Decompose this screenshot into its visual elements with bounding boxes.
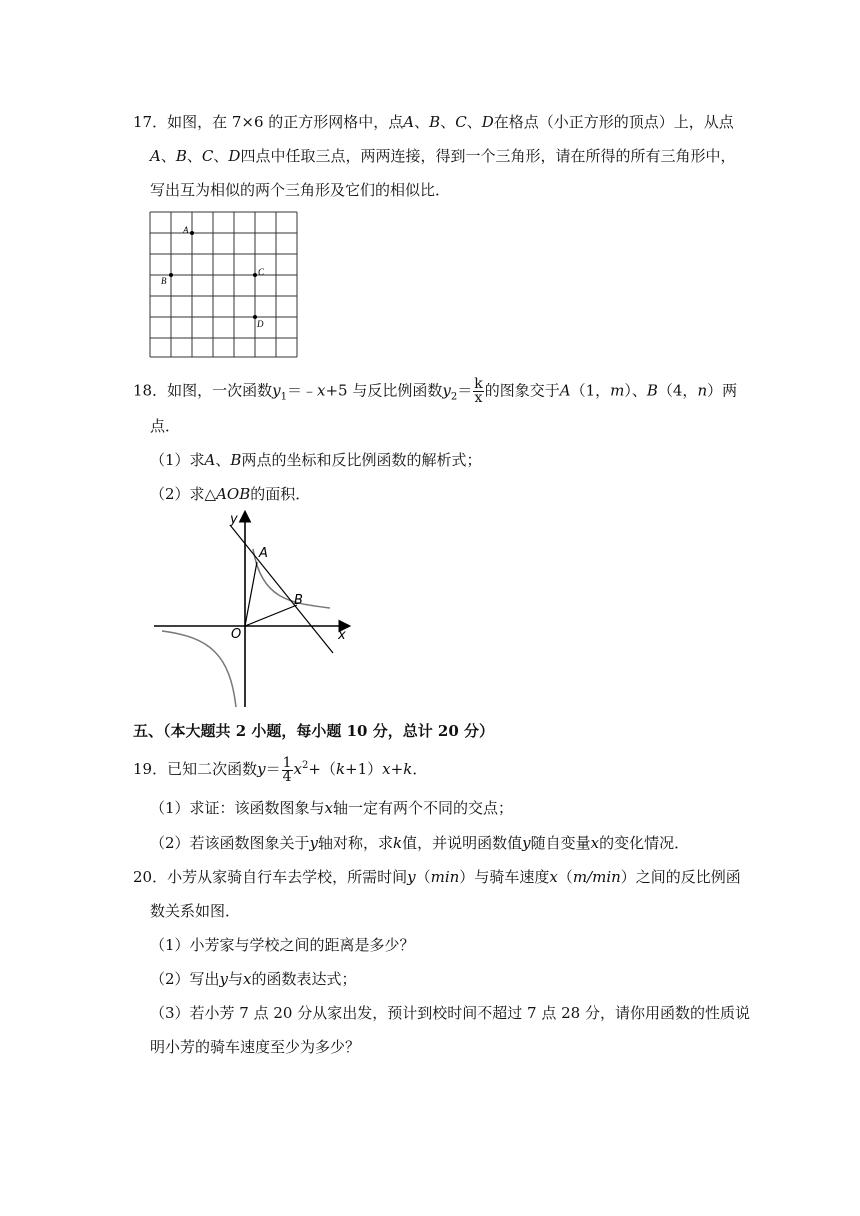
grid-label-b: B (161, 276, 167, 286)
q20-line-1: 20．小芳从家骑自行车去学校，所需时间y（min）与骑车速度x（m/min）之间的反比例函 (133, 868, 741, 886)
fraction-k-over-x: $\frac{k}{x}$ (474, 376, 483, 406)
q17-line-1: 17．如图，在 7×6 的正方形网格中，点A、B、C、D在格点（小正方形的顶点）上，从点 (133, 113, 734, 131)
q20-sub-3-cont: 明小芳的骑车速度至少为多少？ (150, 1038, 361, 1056)
segment-oa (245, 562, 257, 626)
grid-figure (145, 207, 305, 362)
q17-number: 17． (133, 113, 168, 131)
q19-sub-2: （2）若该函数图象关于y轴对称，求k值，并说明函数值y随自变量x的变化情况． (150, 834, 690, 852)
grid-label-d: D (257, 319, 264, 329)
q18-sub-1: （1）求A、B两点的坐标和反比例函数的解析式； (150, 451, 482, 469)
grid-point-b (169, 273, 173, 277)
graph-label-a: A (259, 546, 268, 561)
grid-point-c (253, 273, 257, 277)
q20-sub-3: （3）若小芳 7 点 20 分从家出发，预计到校时间不超过 7 点 28 分，请你用函数的性质说 (150, 1004, 750, 1022)
function-graph (150, 505, 360, 710)
q18-line-2: 点． (150, 417, 181, 435)
q18-line-1: 18．如图，一次函数$y_1=﹣x+5$ 与反比例函数$y_2=$ $\frac{k}{x}$ 的图象交于A（1，m）、B（4，n）两 (133, 376, 738, 406)
grid-label-a: A (183, 225, 189, 235)
graph-label-y: y (230, 512, 238, 527)
q18-sub-2: （2）求△AOB的面积． (150, 485, 311, 503)
graph-label-x: x (338, 628, 346, 643)
graph-label-b: B (294, 593, 303, 608)
graph-label-o: O (231, 627, 242, 642)
q20-sub-2: （2）写出y与x的函数表达式； (150, 970, 357, 988)
q19-line-1: 19．已知二次函数y＝ $\frac{1}{4}$ $x^2+(k+1)x+k$． (133, 754, 428, 785)
segment-ob (245, 605, 297, 626)
q17-line-3: 写出互为相似的两个三角形及它们的相似比． (150, 181, 451, 199)
fraction-one-quarter: $\frac{1}{4}$ (282, 754, 292, 785)
grid-label-c: C (258, 267, 265, 277)
q20-line-2: 数关系如图． (150, 902, 241, 920)
hyperbola-branch-2 (162, 631, 236, 707)
section-5-heading: 五、（本大题共 2 小题，每小题 10 分，总计 20 分） (133, 722, 495, 740)
q20-sub-1: （1）小芳家与学校之间的距离是多少？ (150, 936, 415, 954)
grid-point-a (190, 231, 194, 235)
q19-sub-1: （1）求证：该函数图象与x轴一定有两个不同的交点； (150, 799, 514, 817)
q17-line-2: A、B、C、D四点中任取三点，两两连接，得到一个三角形，请在所得的所有三角形中， (150, 147, 736, 165)
